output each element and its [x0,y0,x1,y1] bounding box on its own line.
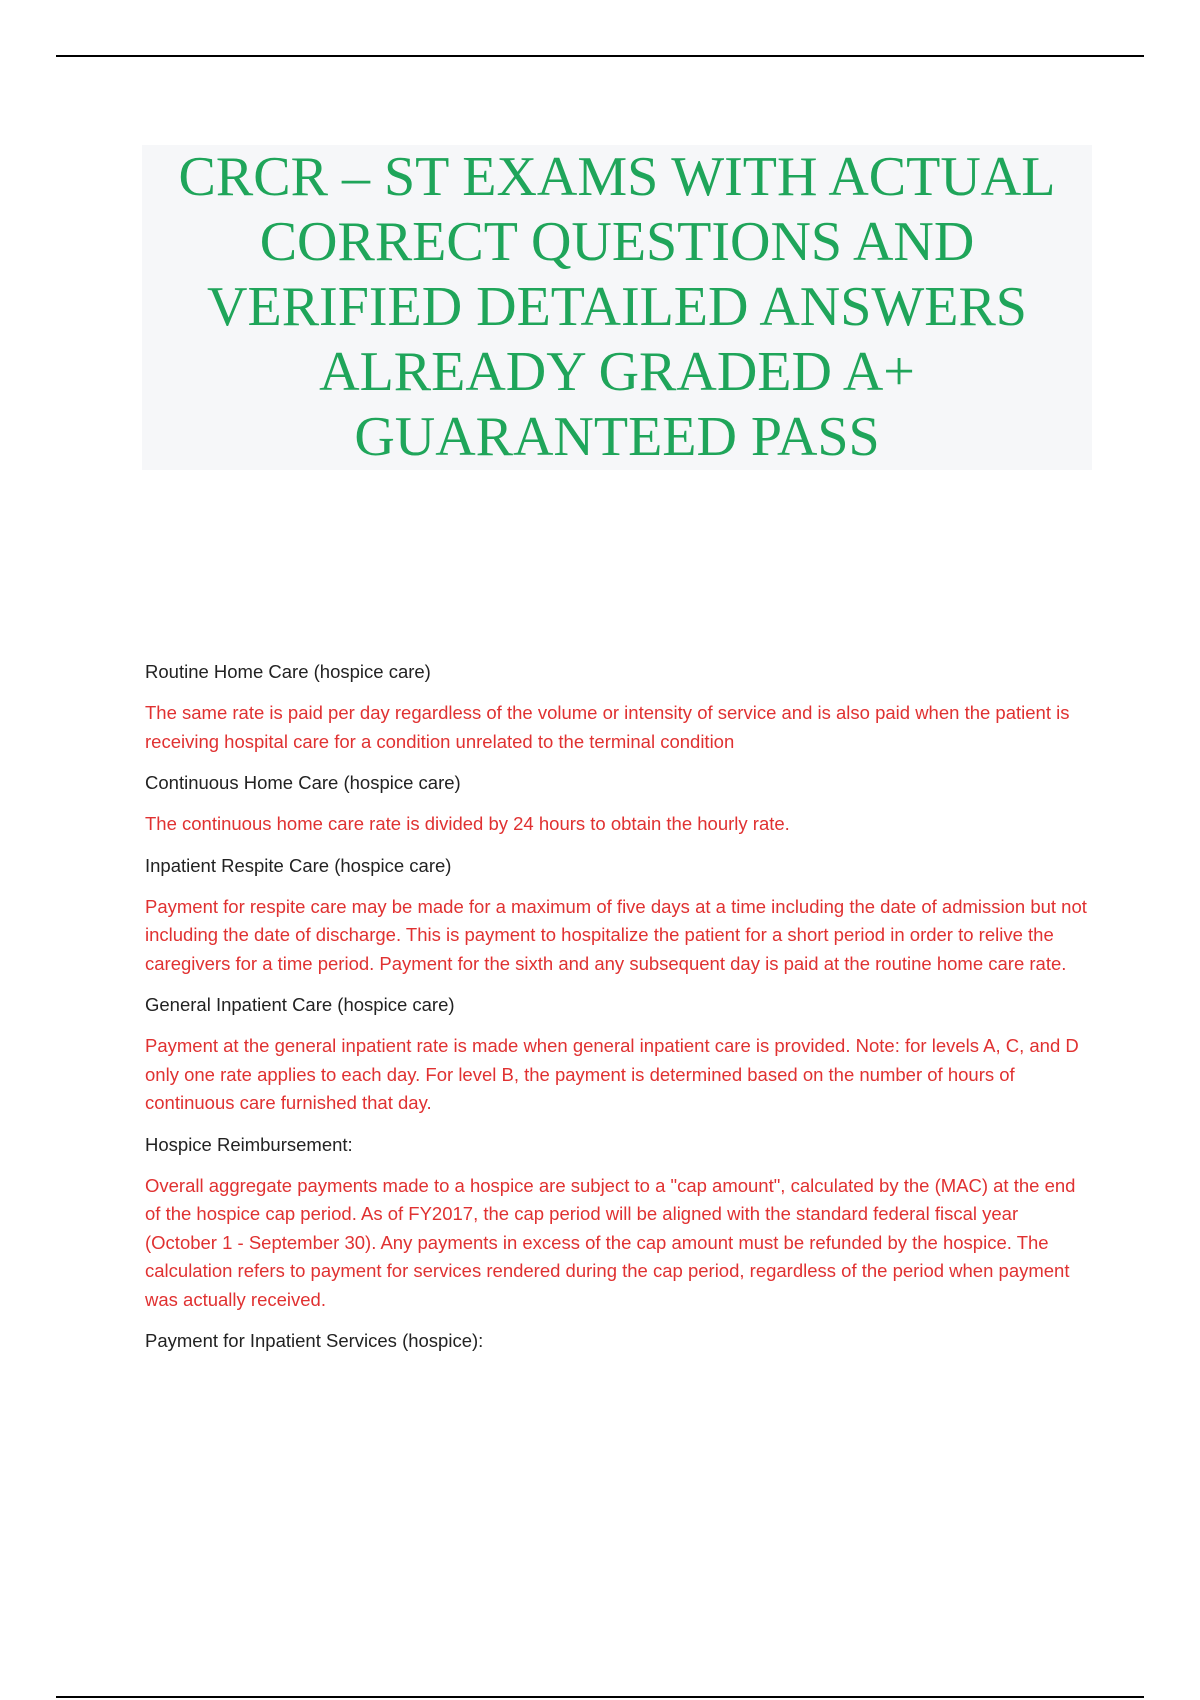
document-title: CRCR – ST EXAMS WITH ACTUAL CORRECT QUESTIONS AND VERIFIED DETAILED ANSWERS ALREADY GRADED A+ GUARANTEED PASS [178,146,1056,468]
answer-text: Payment at the general inpatient rate is made when general inpatient care is provided. Note: for levels A, C, and D only one rate applies to each day. For level B, the payment is determined based on the number of hours of continuous care furnished that day. [145,1035,1079,1113]
answer-text: The same rate is paid per day regardless of the volume or intensity of service and is also paid when the patient is receiving hospital care for a condition unrelated to the terminal condition [145,702,1070,752]
bottom-divider [56,1696,1144,1698]
qa-entry [145,992,1090,1118]
answer-text: The continuous home care rate is divided by 24 hours to obtain the hourly rate. [145,813,790,834]
title-banner [142,145,1092,470]
question-text: General Inpatient Care (hospice care) [145,994,455,1015]
question-text: Routine Home Care (hospice care) [145,661,431,682]
question-text: Continuous Home Care (hospice care) [145,772,461,793]
qa-entry [145,1328,1090,1354]
question-text: Payment for Inpatient Services (hospice): [145,1330,484,1351]
question-text: Inpatient Respite Care (hospice care) [145,854,452,876]
answer-text: Payment for respite care may be made for a maximum of five days at a time including the date of admission but not including the date of discharge. This is payment to hospitalize the patient for a short period in order to relive the caregivers for a time period. Payment for the sixth and any subsequent day is paid at the routine home care rate. [145,895,1087,974]
question-text: Hospice Reimbursement: [145,1133,353,1155]
answer-text: Overall aggregate payments made to a hospice are subject to a "cap amount", calculated by the (MAC) at the end of the hospice cap period. As of FY2017, the cap period will be aligned with the standard federal fiscal year (October 1 - September 30). Any payments in excess of the cap amount must be refunded by the hospice. The calculation refers to payment for services rendered during the cap period, regardless of the period when payment was actually received. [145,1174,1076,1310]
qa-entry [145,1132,1090,1315]
qa-entry [145,770,1090,839]
qa-entry [145,853,1090,979]
top-divider [56,55,1144,57]
qa-content [145,659,1090,1368]
qa-entry [145,659,1090,756]
